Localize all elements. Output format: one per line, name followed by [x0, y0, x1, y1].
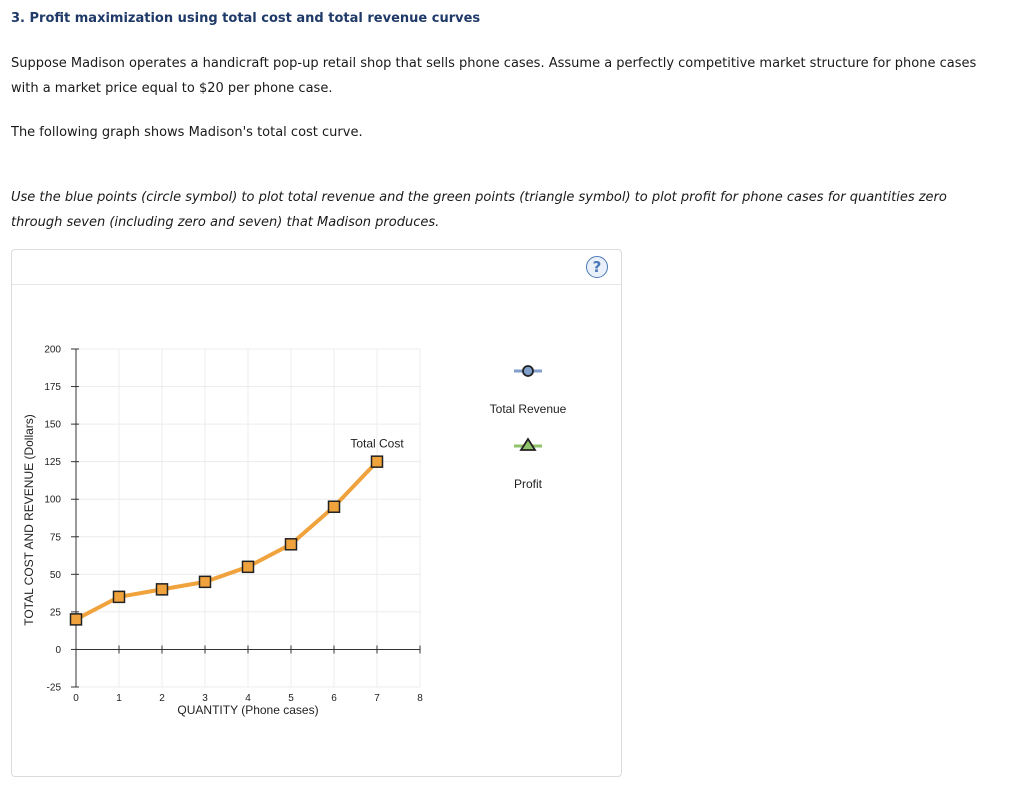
total-cost-point[interactable] — [286, 539, 297, 550]
total-cost-point[interactable] — [372, 456, 383, 467]
total-cost-point[interactable] — [114, 591, 125, 602]
y-tick-label: 200 — [44, 344, 61, 356]
y-tick-label: 25 — [49, 607, 61, 619]
total-cost-point[interactable] — [71, 614, 82, 625]
y-tick-label: 100 — [44, 494, 61, 506]
x-tick-label: 4 — [245, 693, 251, 704]
y-tick-label: -25 — [46, 682, 61, 694]
instructions-paragraph — [11, 185, 991, 235]
x-tick-label: 2 — [159, 693, 165, 704]
y-tick-label: 175 — [44, 382, 61, 394]
intro-paragraph — [11, 51, 991, 101]
x-axis-label: QUANTITY (Phone cases) — [177, 703, 319, 717]
instructions-line-2: through seven (including zero and seven) that Madison produces. — [11, 215, 440, 230]
x-tick-label: 8 — [417, 693, 423, 704]
circle-marker-icon[interactable] — [523, 366, 533, 376]
legend-total-revenue-label: Total Revenue — [489, 402, 567, 416]
intro-line-1: Suppose Madison operates a handicraft pop-up retail shop that sells phone cases. Assume a perfectly competitive market structure for phone cases — [11, 56, 977, 71]
y-axis-label: TOTAL COST AND REVENUE (Dollars) — [22, 414, 36, 626]
y-tick-label: 125 — [44, 457, 61, 469]
y-tick-label: 75 — [49, 532, 61, 544]
total-cost-label: Total Cost — [350, 436, 404, 451]
legend-profit-label: Profit — [513, 477, 543, 491]
total-cost-point[interactable] — [243, 561, 254, 572]
total-cost-point[interactable] — [200, 576, 211, 587]
x-tick-label: 0 — [73, 693, 79, 704]
x-tick-label: 7 — [374, 693, 380, 704]
x-tick-label: 3 — [202, 693, 208, 704]
intro-line-2: with a market price equal to $20 per phone case. — [11, 81, 333, 96]
x-tick-label: 6 — [331, 693, 337, 704]
y-tick-label: 50 — [49, 569, 61, 581]
chart-svg[interactable] — [12, 250, 621, 776]
page-title: 3. Profit maximization using total cost and total revenue curves — [11, 11, 481, 26]
instructions-line-1: Use the blue points (circle symbol) to plot total revenue and the green points (triangle symbol) to plot profit for phone cases for quantities zero — [11, 190, 947, 205]
total-cost-point[interactable] — [157, 584, 168, 595]
y-tick-label: 150 — [44, 419, 61, 431]
total-cost-point[interactable] — [329, 501, 340, 512]
question-mark-icon: ? — [592, 258, 602, 276]
graph-panel — [11, 249, 622, 777]
graph-description: The following graph shows Madison's total cost curve. — [11, 125, 363, 140]
y-tick-label: 0 — [55, 644, 61, 656]
x-tick-label: 1 — [116, 693, 122, 704]
x-tick-label: 5 — [288, 693, 294, 704]
